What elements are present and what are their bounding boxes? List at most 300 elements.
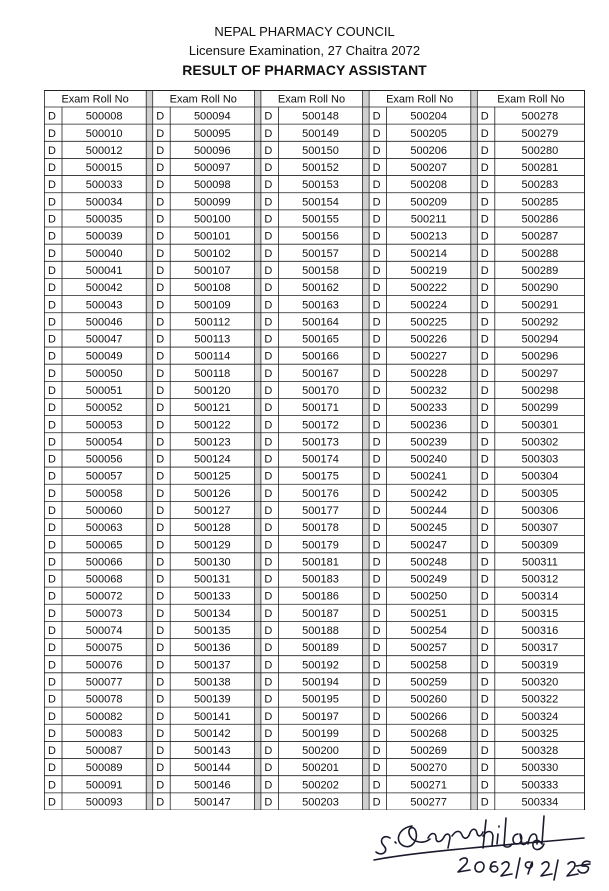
prefix-cell: D — [48, 419, 56, 432]
prefix-cell: D — [48, 384, 56, 397]
roll-number-cell: 500177 — [302, 505, 339, 518]
prefix-cell: D — [264, 573, 273, 586]
prefix-cell: D — [156, 179, 165, 192]
prefix-cell: D — [480, 727, 489, 740]
prefix-cell: D — [372, 162, 381, 175]
prefix-cell: D — [480, 505, 489, 518]
roll-number-cell: 500311 — [521, 556, 558, 569]
prefix-cell: D — [372, 247, 381, 260]
prefix-cell: D — [480, 573, 489, 586]
roll-number-cell: 500302 — [521, 436, 559, 449]
prefix-cell: D — [372, 127, 381, 140]
prefix-cell: D — [264, 162, 273, 175]
prefix-cell: D — [264, 419, 273, 432]
prefix-cell: D — [372, 419, 381, 432]
prefix-cell: D — [480, 419, 489, 432]
roll-number-cell: 500270 — [410, 762, 448, 775]
prefix-cell: D — [480, 110, 489, 123]
roll-number-cell: 500232 — [410, 384, 448, 397]
prefix-cell: D — [156, 402, 165, 415]
prefix-cell: D — [48, 230, 56, 243]
roll-number-cell: 500200 — [302, 745, 339, 758]
prefix-cell: D — [264, 522, 273, 535]
roll-number-cell: 500317 — [521, 642, 559, 655]
roll-number-cell: 500057 — [85, 470, 123, 483]
roll-number-cell: 500065 — [85, 539, 123, 552]
roll-number-cell: 500148 — [302, 110, 339, 123]
prefix-cell: D — [480, 333, 489, 346]
prefix-cell: D — [264, 693, 273, 706]
roll-number-cell: 500214 — [410, 247, 448, 260]
roll-number-cell: 500239 — [410, 436, 448, 449]
prefix-cell: D — [156, 162, 165, 175]
prefix-cell: D — [48, 402, 56, 415]
roll-number-cell: 500093 — [85, 796, 123, 809]
roll-number-cell: 500075 — [85, 642, 123, 655]
prefix-cell: D — [372, 762, 381, 775]
roll-number-cell: 500227 — [410, 350, 448, 363]
prefix-cell: D — [264, 196, 273, 209]
roll-number-cell: 500087 — [85, 745, 123, 758]
prefix-cell: D — [264, 144, 273, 157]
roll-number-cell: 500314 — [521, 590, 559, 603]
prefix-cell: D — [264, 487, 273, 500]
roll-number-cell: 500236 — [410, 419, 448, 432]
prefix-cell: D — [264, 796, 273, 809]
prefix-cell: D — [480, 367, 489, 380]
prefix-cell: D — [156, 522, 165, 535]
prefix-cell: D — [264, 247, 273, 260]
prefix-cell: D — [156, 642, 165, 655]
prefix-cell: D — [372, 625, 381, 638]
prefix-cell: D — [48, 299, 56, 312]
prefix-cell: D — [156, 505, 165, 518]
prefix-cell: D — [156, 762, 165, 775]
prefix-cell: D — [372, 727, 381, 740]
prefix-cell: D — [48, 162, 56, 175]
prefix-cell: D — [372, 659, 381, 672]
roll-number-cell: 500100 — [193, 213, 231, 226]
roll-number-cell: 500268 — [410, 727, 448, 740]
prefix-cell: D — [264, 127, 273, 140]
prefix-cell: D — [480, 556, 489, 569]
roll-number-cell: 500094 — [193, 110, 231, 123]
prefix-cell: D — [372, 779, 381, 792]
roll-number-cell: 500127 — [193, 505, 231, 518]
roll-number-cell: 500123 — [193, 436, 231, 449]
prefix-cell: D — [480, 316, 489, 329]
prefix-cell: D — [372, 350, 381, 363]
roll-number-cell: 500163 — [302, 299, 339, 312]
prefix-cell: D — [372, 316, 381, 329]
prefix-cell: D — [372, 333, 381, 346]
roll-number-cell: 500208 — [410, 179, 448, 192]
roll-number-cell: 500205 — [410, 127, 448, 140]
prefix-cell: D — [372, 402, 381, 415]
roll-number-cell: 500269 — [410, 745, 448, 758]
prefix-cell: D — [480, 762, 489, 775]
roll-number-cell: 500172 — [302, 419, 339, 432]
roll-number-cell: 500135 — [193, 625, 231, 638]
prefix-cell: D — [480, 436, 489, 449]
roll-number-cell: 500306 — [521, 505, 559, 518]
prefix-cell: D — [48, 642, 56, 655]
roll-number-cell: 500131 — [193, 573, 231, 586]
prefix-cell: D — [48, 659, 56, 672]
roll-number-cell: 500098 — [193, 179, 231, 192]
prefix-cell: D — [480, 642, 489, 655]
prefix-cell: D — [372, 607, 381, 620]
prefix-cell: D — [48, 693, 56, 706]
prefix-cell: D — [156, 539, 165, 552]
prefix-cell: D — [264, 539, 273, 552]
roll-number-cell: 500249 — [410, 573, 448, 586]
prefix-cell: D — [372, 487, 381, 500]
prefix-cell: D — [156, 556, 165, 569]
prefix-cell: D — [48, 213, 56, 226]
roll-number-cell: 500042 — [85, 282, 123, 295]
roll-number-cell: 500150 — [302, 144, 339, 157]
prefix-cell: D — [156, 625, 165, 638]
roll-number-cell: 500114 — [194, 350, 231, 363]
prefix-cell: D — [48, 196, 56, 209]
prefix-cell: D — [480, 487, 489, 500]
roll-number-cell: 500271 — [410, 779, 448, 792]
prefix-cell: D — [264, 436, 273, 449]
prefix-cell: D — [480, 162, 489, 175]
roll-number-cell: 500142 — [193, 727, 231, 740]
roll-number-cell: 500211 — [410, 213, 447, 226]
roll-number-cell: 500063 — [85, 522, 123, 535]
roll-number-cell: 500078 — [85, 693, 123, 706]
roll-number-cell: 500083 — [85, 727, 123, 740]
prefix-cell: D — [264, 727, 273, 740]
roll-number-cell: 500154 — [302, 196, 339, 209]
roll-number-cell: 500241 — [410, 470, 448, 483]
prefix-cell: D — [264, 762, 273, 775]
prefix-cell: D — [372, 384, 381, 397]
roll-number-cell: 500139 — [193, 693, 231, 706]
prefix-cell: D — [480, 179, 489, 192]
roll-number-cell: 500077 — [85, 676, 123, 689]
roll-number-cell: 500056 — [85, 453, 123, 466]
prefix-cell: D — [156, 590, 165, 603]
roll-number-cell: 500143 — [193, 745, 231, 758]
roll-number-cell: 500157 — [302, 247, 339, 260]
prefix-cell: D — [264, 282, 273, 295]
roll-number-cell: 500297 — [521, 367, 559, 380]
prefix-cell: D — [48, 539, 56, 552]
prefix-cell: D — [156, 384, 165, 397]
roll-number-cell: 500158 — [302, 264, 339, 277]
prefix-cell: D — [48, 625, 56, 638]
roll-number-cell: 500176 — [302, 487, 339, 500]
roll-number-cell: 500060 — [85, 505, 123, 518]
prefix-cell: D — [372, 144, 381, 157]
prefix-cell: D — [372, 745, 381, 758]
prefix-cell: D — [264, 316, 273, 329]
prefix-cell: D — [48, 453, 56, 466]
roll-number-cell: 500149 — [302, 127, 339, 140]
column-header: Exam Roll No — [386, 93, 454, 106]
prefix-cell: D — [264, 505, 273, 518]
roll-number-cell: 500299 — [521, 402, 559, 415]
prefix-cell: D — [156, 230, 165, 243]
roll-number-cell: 500316 — [521, 625, 559, 638]
prefix-cell: D — [264, 590, 273, 603]
prefix-cell: D — [48, 282, 56, 295]
prefix-cell: D — [372, 230, 381, 243]
signature-image — [368, 808, 598, 883]
roll-number-cell: 500058 — [85, 487, 123, 500]
result-title: RESULT OF PHARMACY ASSISTANT — [182, 62, 427, 78]
prefix-cell: D — [156, 196, 165, 209]
roll-number-cell: 500298 — [521, 384, 559, 397]
prefix-cell: D — [264, 264, 273, 277]
roll-number-cell: 500258 — [410, 659, 448, 672]
roll-number-cell: 500330 — [521, 762, 559, 775]
roll-number-cell: 500287 — [521, 230, 559, 243]
roll-number-cell: 500197 — [302, 710, 339, 723]
roll-number-cell: 500309 — [521, 539, 559, 552]
prefix-cell: D — [48, 144, 56, 157]
prefix-cell: D — [480, 127, 489, 140]
roll-number-cell: 500278 — [521, 110, 559, 123]
roll-number-cell: 500203 — [302, 796, 339, 809]
prefix-cell: D — [156, 573, 165, 586]
roll-number-cell: 500240 — [410, 453, 448, 466]
roll-number-cell: 500213 — [410, 230, 448, 243]
prefix-cell: D — [372, 796, 381, 809]
roll-number-cell: 500035 — [85, 213, 123, 226]
column-header: Exam Roll No — [497, 93, 565, 106]
prefix-cell: D — [480, 282, 489, 295]
roll-number-cell: 500138 — [193, 676, 231, 689]
prefix-cell: D — [372, 110, 381, 123]
roll-number-cell: 500010 — [85, 127, 123, 140]
roll-number-cell: 500202 — [302, 779, 339, 792]
roll-number-cell: 500288 — [521, 247, 559, 260]
roll-number-cell: 500257 — [410, 642, 448, 655]
prefix-cell: D — [48, 316, 56, 329]
roll-number-cell: 500219 — [410, 264, 448, 277]
roll-number-cell: 500166 — [302, 350, 339, 363]
roll-number-cell: 500174 — [302, 453, 339, 466]
column-header: Exam Roll No — [61, 93, 129, 106]
roll-number-cell: 500222 — [410, 282, 448, 295]
prefix-cell: D — [372, 367, 381, 380]
roll-number-cell: 500153 — [302, 179, 339, 192]
result-table-grid — [44, 90, 585, 810]
prefix-cell: D — [48, 505, 56, 518]
roll-number-cell: 500120 — [193, 384, 231, 397]
roll-number-cell: 500187 — [302, 607, 339, 620]
roll-number-cell: 500072 — [85, 590, 123, 603]
roll-number-cell: 500074 — [85, 625, 123, 638]
roll-number-cell: 500325 — [521, 727, 559, 740]
prefix-cell: D — [48, 676, 56, 689]
roll-number-cell: 500096 — [193, 144, 231, 157]
roll-number-cell: 500226 — [410, 333, 448, 346]
roll-number-cell: 500076 — [85, 659, 123, 672]
prefix-cell: D — [480, 144, 489, 157]
roll-number-cell: 500279 — [521, 127, 559, 140]
roll-number-cell: 500285 — [521, 196, 559, 209]
prefix-cell: D — [156, 316, 165, 329]
prefix-cell: D — [372, 282, 381, 295]
roll-number-cell: 500303 — [521, 453, 559, 466]
roll-number-cell: 500155 — [302, 213, 339, 226]
roll-number-cell: 500260 — [410, 693, 448, 706]
prefix-cell: D — [480, 470, 489, 483]
prefix-cell: D — [156, 745, 165, 758]
prefix-cell: D — [156, 110, 165, 123]
prefix-cell: D — [48, 350, 56, 363]
prefix-cell: D — [264, 779, 273, 792]
prefix-cell: D — [48, 590, 56, 603]
prefix-cell: D — [372, 505, 381, 518]
roll-number-cell: 500225 — [410, 316, 448, 329]
roll-number-cell: 500301 — [521, 419, 559, 432]
roll-number-cell: 500015 — [85, 162, 123, 175]
roll-number-cell: 500183 — [302, 573, 339, 586]
prefix-cell: D — [264, 333, 273, 346]
roll-number-cell: 500320 — [521, 676, 559, 689]
roll-number-cell: 500178 — [302, 522, 339, 535]
prefix-cell: D — [480, 779, 489, 792]
roll-number-cell: 500121 — [193, 402, 231, 415]
roll-number-cell: 500245 — [410, 522, 448, 535]
roll-number-cell: 500188 — [302, 625, 339, 638]
roll-number-cell: 500181 — [302, 556, 339, 569]
prefix-cell: D — [372, 179, 381, 192]
prefix-cell: D — [480, 264, 489, 277]
prefix-cell: D — [264, 299, 273, 312]
prefix-cell: D — [48, 556, 56, 569]
prefix-cell: D — [156, 282, 165, 295]
prefix-cell: D — [156, 779, 165, 792]
prefix-cell: D — [372, 264, 381, 277]
prefix-cell: D — [156, 676, 165, 689]
roll-number-cell: 500133 — [193, 590, 231, 603]
roll-number-cell: 500244 — [410, 505, 448, 518]
prefix-cell: D — [156, 436, 165, 449]
prefix-cell: D — [264, 213, 273, 226]
roll-number-cell: 500165 — [302, 333, 339, 346]
prefix-cell: D — [480, 522, 489, 535]
roll-number-cell: 500199 — [302, 727, 339, 740]
prefix-cell: D — [156, 727, 165, 740]
prefix-cell: D — [480, 230, 489, 243]
prefix-cell: D — [264, 402, 273, 415]
prefix-cell: D — [264, 556, 273, 569]
roll-number-cell: 500134 — [193, 607, 231, 620]
roll-number-cell: 500266 — [410, 710, 448, 723]
column-header: Exam Roll No — [169, 93, 237, 106]
roll-number-cell: 500186 — [302, 590, 339, 603]
prefix-cell: D — [480, 745, 489, 758]
roll-number-cell: 500195 — [302, 693, 339, 706]
roll-number-cell: 500109 — [193, 299, 231, 312]
prefix-cell: D — [156, 453, 165, 466]
roll-number-cell: 500175 — [302, 470, 339, 483]
roll-number-cell: 500294 — [521, 333, 559, 346]
roll-number-cell: 500102 — [193, 247, 231, 260]
roll-number-cell: 500170 — [302, 384, 339, 397]
prefix-cell: D — [372, 693, 381, 706]
prefix-cell: D — [372, 710, 381, 723]
prefix-cell: D — [48, 762, 56, 775]
roll-number-cell: 500047 — [85, 333, 123, 346]
prefix-cell: D — [480, 607, 489, 620]
prefix-cell: D — [480, 710, 489, 723]
prefix-cell: D — [480, 590, 489, 603]
prefix-cell: D — [264, 745, 273, 758]
roll-number-cell: 500173 — [302, 436, 339, 449]
prefix-cell: D — [372, 436, 381, 449]
roll-number-cell: 500242 — [410, 487, 448, 500]
roll-number-cell: 500324 — [521, 710, 559, 723]
roll-number-cell: 500043 — [85, 299, 123, 312]
roll-number-cell: 500254 — [410, 625, 448, 638]
prefix-cell: D — [48, 607, 56, 620]
prefix-cell: D — [480, 659, 489, 672]
roll-number-cell: 500053 — [85, 419, 123, 432]
roll-number-cell: 500322 — [521, 693, 559, 706]
roll-number-cell: 500099 — [193, 196, 231, 209]
roll-number-cell: 500204 — [410, 110, 448, 123]
roll-number-cell: 500162 — [302, 282, 339, 295]
prefix-cell: D — [48, 487, 56, 500]
result-table — [44, 90, 585, 810]
prefix-cell: D — [156, 710, 165, 723]
prefix-cell: D — [156, 470, 165, 483]
prefix-cell: D — [264, 367, 273, 380]
roll-number-cell: 500101 — [193, 230, 231, 243]
signature — [368, 808, 598, 883]
prefix-cell: D — [480, 539, 489, 552]
prefix-cell: D — [264, 607, 273, 620]
prefix-cell: D — [372, 676, 381, 689]
prefix-cell: D — [264, 642, 273, 655]
roll-number-cell: 500112 — [194, 316, 231, 329]
prefix-cell: D — [264, 625, 273, 638]
prefix-cell: D — [372, 539, 381, 552]
roll-number-cell: 500280 — [521, 144, 559, 157]
prefix-cell: D — [156, 299, 165, 312]
roll-number-cell: 500289 — [521, 264, 559, 277]
roll-number-cell: 500068 — [85, 573, 123, 586]
council-name: NEPAL PHARMACY COUNCIL — [214, 24, 395, 39]
roll-number-cell: 500124 — [193, 453, 231, 466]
prefix-cell: D — [156, 693, 165, 706]
roll-number-cell: 500201 — [302, 762, 339, 775]
prefix-cell: D — [156, 487, 165, 500]
prefix-cell: D — [372, 590, 381, 603]
roll-number-cell: 500192 — [302, 659, 339, 672]
roll-number-cell: 500319 — [521, 659, 559, 672]
roll-number-cell: 500248 — [410, 556, 448, 569]
prefix-cell: D — [48, 264, 56, 277]
roll-number-cell: 500328 — [521, 745, 559, 758]
roll-number-cell: 500290 — [521, 282, 559, 295]
roll-number-cell: 500136 — [193, 642, 231, 655]
roll-number-cell: 500281 — [521, 162, 559, 175]
prefix-cell: D — [264, 470, 273, 483]
roll-number-cell: 500126 — [193, 487, 231, 500]
prefix-cell: D — [48, 522, 56, 535]
roll-number-cell: 500033 — [85, 179, 123, 192]
